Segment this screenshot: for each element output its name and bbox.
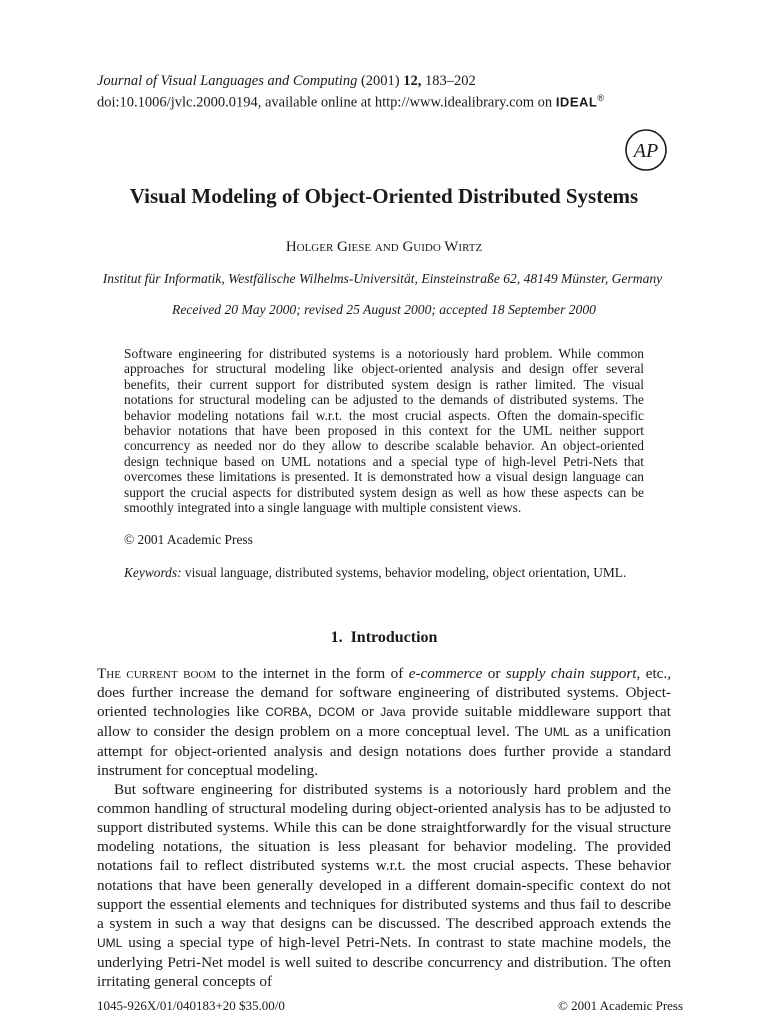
ideal-registered-mark: ® — [597, 93, 605, 103]
abstract-copyright: © 2001 Academic Press — [124, 532, 253, 547]
intro-text: , — [308, 703, 319, 721]
term-ecommerce: e-commerce — [408, 665, 483, 682]
term-corba: CORBA — [265, 705, 309, 720]
author-affiliation: Institut für Informatik, Westfälische Wilhelms-Universität, Einsteinstraße 62, 48149 Münster, Germany — [102, 271, 663, 286]
term-dcom: DCOM — [318, 705, 355, 720]
intro-text: But software engineering for distributed systems is a notoriously hard problem and the common handling of structural modeling during object-oriented analysis has to be adjusted to support distributed systems. While this can be done straightforwardly for the visual structure modeling notations, the situation is less pleasant for behavior modeling. The provided notations fail to reflect distributed systems w.r.t. the most crucial aspects. These behavior notations that have been generally developed in a different domain-specific context do not support the essential elements and techniques for distributed systems and thus fail to describe a system in such a way that designs can be discussed. The described approach extends the — [97, 781, 671, 932]
received-dates: Received 20 May 2000; revised 25 August 2000; accepted 18 September 2000 — [172, 302, 596, 317]
journal-citation — [97, 73, 476, 90]
footer-issn: 1045-926X/01/040183+20 $35.00/0 — [97, 998, 285, 1013]
abstract — [124, 346, 644, 515]
section-number: 1. — [330, 629, 343, 646]
footer-copyright: © 2001 Academic Press — [558, 998, 684, 1013]
section-heading — [0, 628, 768, 648]
journal-name: Journal of Visual Languages and Computing — [97, 73, 358, 89]
intro-text: , etc., does further increase the demand for software engineering of distributed systems. Object-oriented technologies like — [97, 665, 672, 721]
paper-authors: Holger Giese and Guido Wirtz — [285, 239, 483, 255]
term-supply-chain: supply chain support — [505, 665, 637, 682]
term-uml: UML — [97, 935, 123, 950]
doi-line — [97, 90, 604, 111]
intro-text: provide suitable middleware support that allow to consider the design problem on a more conceptual level. The — [97, 703, 672, 741]
intro-text: or — [354, 703, 381, 721]
ideal-logo-icon — [556, 90, 605, 110]
introduction-body — [97, 664, 671, 991]
intro-paragraph-2 — [97, 780, 671, 991]
intro-text: using a special type of high-level Petri-Nets. In contrast to state machine models, the underlying Petri-Net model is well suited to describe concurrency and distribution. The often irritating general concepts of — [97, 933, 671, 990]
journal-year: (2001) — [360, 73, 400, 89]
academic-press-logo-icon — [624, 128, 668, 172]
term-uml: UML — [544, 725, 570, 740]
intro-text: or — [482, 665, 506, 682]
journal-volume: 12, — [403, 73, 422, 89]
ap-logo-text: AP — [633, 140, 659, 162]
section-title: Introduction — [350, 629, 438, 646]
doi-text: doi:10.1006/jvlc.2000.0194, available online at http://www.idealibrary.com on — [97, 94, 553, 111]
keywords-label: Keywords: — [124, 565, 182, 580]
intro-paragraph-1 — [97, 664, 671, 780]
journal-pages: 183–202 — [425, 73, 476, 89]
intro-lead-in: The current boom — [97, 665, 217, 682]
ideal-logo-text: IDEAL — [555, 94, 598, 110]
paper-title: Visual Modeling of Object-Oriented Distributed Systems — [129, 184, 639, 208]
intro-text: as a unification attempt for object-oriented analysis and design notations does further provide a standard instrument for conceptual modeling. — [97, 723, 672, 780]
term-java: Java — [380, 705, 406, 720]
keywords — [124, 565, 644, 580]
keywords-text: visual language, distributed systems, behavior modeling, object orientation, UML. — [184, 565, 627, 580]
abstract-text: Software engineering for distributed systems is a notoriously hard problem. While common approaches for structural modeling like object-oriented analysis and design offer several benefits, their current support for distributed system design is rather limited. The visual notations for structural modeling can be adjusted to the demands of distributed systems. The behavior modeling notations fail w.r.t. the most crucial aspects. Often the domain-specific behavior notations that have been proposed in this context for the UML neither support concurrency as needed nor do they allow to describe scalable behavior. An object-oriented design technique based on UML notations and a special type of high-level Petri-Nets that overcomes these limitations is presented. It is demonstrated how a visual design language can support the crucial aspects for distributed system design as well as how these aspects can be smoothly integrated into a single language with multiple consistent views. — [124, 346, 644, 516]
intro-text: to the internet in the form of — [216, 665, 409, 682]
